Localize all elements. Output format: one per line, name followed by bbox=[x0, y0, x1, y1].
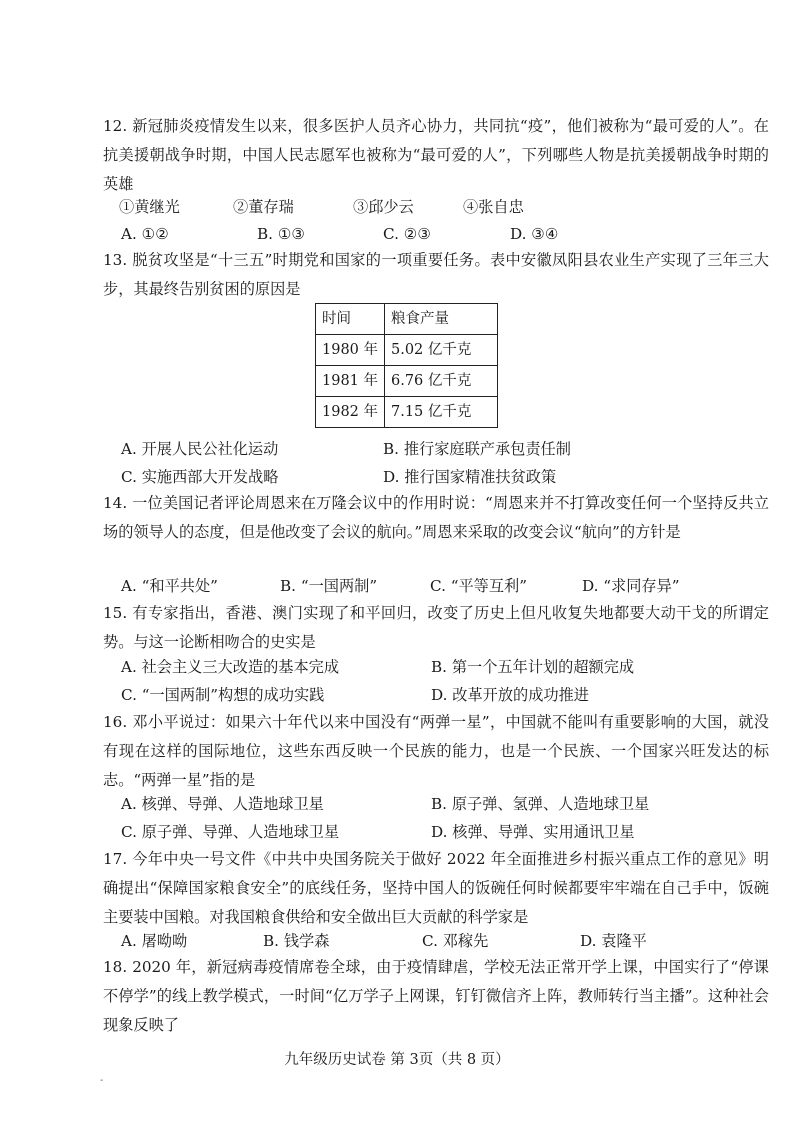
page-footer: 九年级历史试卷 第 3页（共 8 页） bbox=[284, 1052, 510, 1068]
option-c: C. “平等互利” bbox=[430, 577, 528, 595]
question-17-stem: 17. 今年中央一号文件《中共中央国务院关于做好 2022 年全面推进乡村振兴重点工作的意见》明确提出“保障国家粮食安全”的底线任务，坚持中国人的饭碗任何时候都要牢牢端在自己手中，饭碗主要装中国粮。对我国粮食供给和安全做出巨大贡献的科学家是 bbox=[103, 850, 769, 926]
option-d: D. “求同存异” bbox=[582, 577, 680, 595]
table-cell: 5.02 亿千克 bbox=[385, 335, 498, 366]
option-b: B. 推行家庭联产承包责任制 bbox=[383, 440, 571, 458]
table-cell: 6.76 亿千克 bbox=[385, 366, 498, 397]
question-16-stem: 16. 邓小平说过：如果六十年代以来中国没有“两弹一星”，中国就不能叫有重要影响的大国，就没有现在这样的国际地位，这些东西反映一个民族的能力，也是一个民族、一个国家兴旺发达的标志。“两弹一星”指的是 bbox=[103, 713, 769, 789]
table-cell: 7.15 亿千克 bbox=[385, 397, 498, 428]
question-13-stem: 13. 脱贫攻坚是“十三五”时期党和国家的一项重要任务。表中安徽凤阳县农业生产实现了三年三大步，其最终告别贫困的原因是 bbox=[103, 251, 769, 298]
table-header-row bbox=[316, 304, 498, 335]
table-row bbox=[316, 397, 498, 428]
table-row bbox=[316, 335, 498, 366]
table-row bbox=[316, 366, 498, 397]
option-a: A. 开展人民公社化运动 bbox=[121, 440, 279, 458]
option-b: B. 原子弹、氢弹、人造地球卫星 bbox=[431, 795, 650, 813]
item-3: ③邱少云 bbox=[353, 198, 414, 216]
question-14-stem: 14. 一位美国记者评论周恩来在万隆会议中的作用时说：“周恩来并不打算改变任何一个坚持反共立场的领导人的态度，但是他改变了会议的航向。”周恩来采取的改变会议“航向”的方针是 bbox=[103, 494, 769, 541]
option-a: A. “和平共处” bbox=[121, 577, 218, 595]
option-b: B. 第一个五年计划的超额完成 bbox=[431, 658, 635, 676]
option-c: C. 实施西部大开发战略 bbox=[121, 468, 279, 486]
grain-output-table bbox=[315, 303, 498, 428]
table-cell: 1981 年 bbox=[316, 366, 385, 397]
option-d: D. 袁隆平 bbox=[580, 932, 647, 950]
option-d: D. 改革开放的成功推进 bbox=[431, 686, 589, 704]
option-b: B. “一国两制” bbox=[280, 577, 378, 595]
table-cell: 1982 年 bbox=[316, 397, 385, 428]
option-a: A. 屠呦呦 bbox=[121, 932, 188, 950]
table-header-cell: 时间 bbox=[316, 304, 385, 335]
scan-mark: - bbox=[100, 1075, 104, 1086]
table-header-cell: 粮食产量 bbox=[385, 304, 498, 335]
item-1: ①黄继光 bbox=[119, 198, 180, 216]
question-15-stem: 15. 有专家指出，香港、澳门实现了和平回归，改变了历史上但凡收复失地都要大动干戈的所谓定势。与这一论断相吻合的史实是 bbox=[103, 604, 769, 651]
question-12-stem: 12. 新冠肺炎疫情发生以来，很多医护人员齐心协力，共同抗“疫”，他们被称为“最可爱的人”。在抗美援朝战争时期，中国人民志愿军也被称为“最可爱的人”，下列哪些人物是抗美援朝战争时期的英雄 bbox=[103, 117, 769, 193]
option-a: A. 社会主义三大改造的基本完成 bbox=[121, 658, 340, 676]
question-18-stem: 18. 2020 年，新冠病毒疫情席卷全球，由于疫情肆虐，学校无法正常开学上课，中国实行了“停课不停学”的线上教学模式，一时间“亿万学子上网课，钉钉微信齐上阵，教师转行当主播”。这种社会现象反映了 bbox=[103, 958, 769, 1034]
option-d: D. 推行国家精准扶贫政策 bbox=[383, 468, 557, 486]
option-c: C. ②③ bbox=[383, 225, 431, 243]
option-c: C. 邓稼先 bbox=[422, 932, 489, 950]
option-c: C. “一国两制”构想的成功实践 bbox=[121, 686, 325, 704]
option-b: B. ①③ bbox=[257, 225, 306, 243]
item-4: ④张自忠 bbox=[463, 198, 524, 216]
option-d: D. 核弹、导弹、实用通讯卫星 bbox=[431, 823, 635, 841]
option-a: A. ①② bbox=[121, 225, 169, 243]
option-d: D. ③④ bbox=[510, 225, 559, 243]
table-cell: 1980 年 bbox=[316, 335, 385, 366]
item-2: ②董存瑞 bbox=[233, 198, 294, 216]
option-a: A. 核弹、导弹、人造地球卫星 bbox=[121, 795, 324, 813]
option-c: C. 原子弹、导弹、人造地球卫星 bbox=[121, 823, 340, 841]
option-b: B. 钱学森 bbox=[263, 932, 330, 950]
